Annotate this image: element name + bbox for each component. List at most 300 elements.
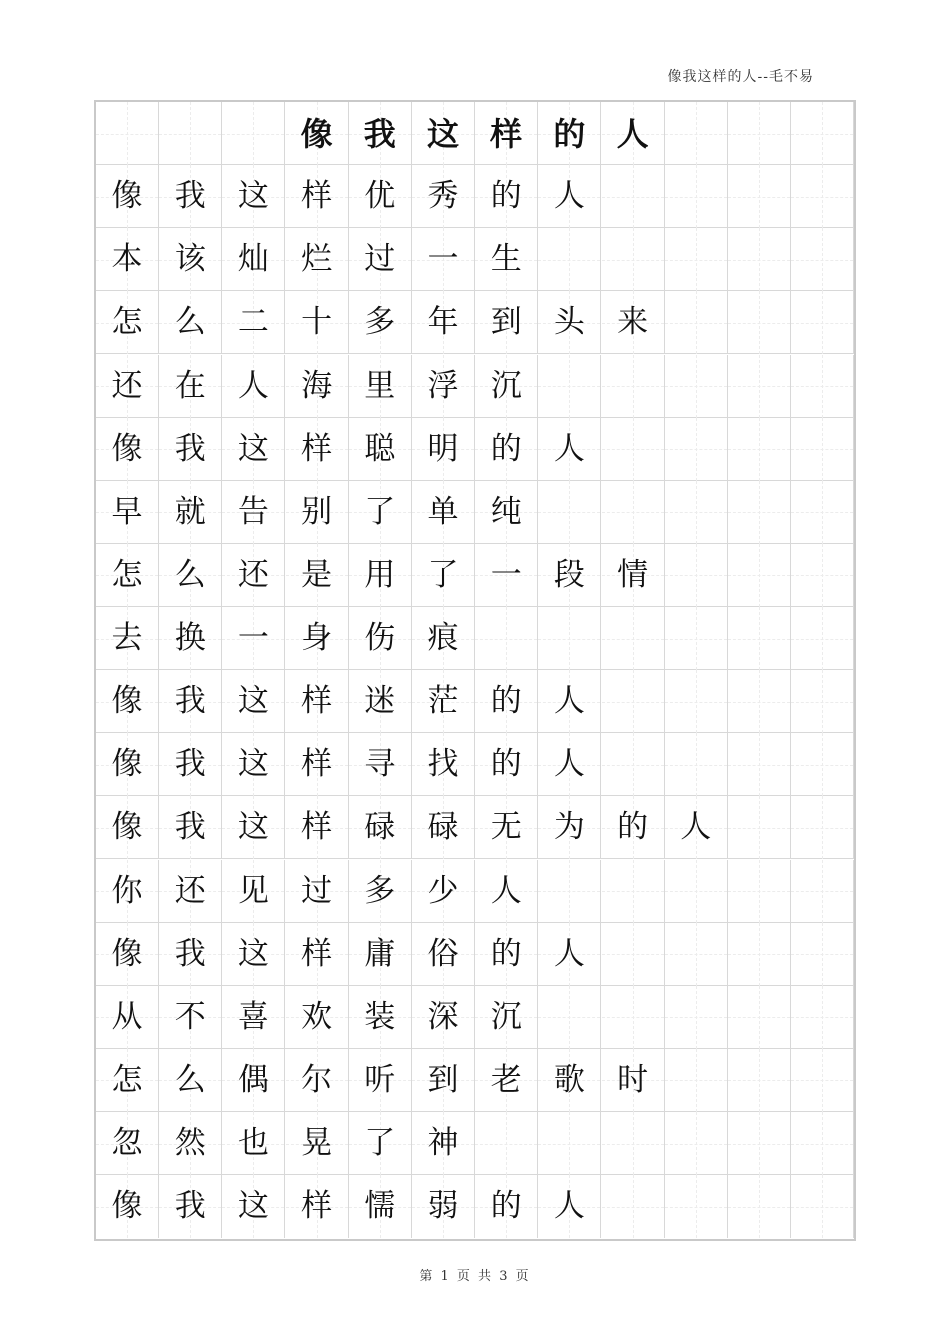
character: 老 bbox=[490, 1061, 522, 1098]
grid-cell bbox=[159, 228, 222, 291]
grid-cell bbox=[222, 228, 285, 291]
grid-cell bbox=[602, 228, 665, 291]
character: 头 bbox=[553, 304, 585, 341]
grid-cell bbox=[159, 986, 222, 1049]
character: 沉 bbox=[490, 367, 522, 404]
grid-cell bbox=[349, 102, 412, 165]
grid-cell bbox=[412, 544, 475, 607]
grid-row bbox=[96, 986, 854, 1049]
character: 像 bbox=[111, 935, 143, 972]
character: 样 bbox=[301, 683, 333, 720]
grid-cell bbox=[728, 1112, 791, 1175]
grid-cell bbox=[286, 796, 349, 859]
character: 我 bbox=[174, 1188, 206, 1225]
title-row bbox=[96, 102, 854, 165]
character: 身 bbox=[301, 620, 333, 656]
grid-cell bbox=[349, 860, 412, 923]
character: 欢 bbox=[301, 998, 333, 1035]
grid-cell bbox=[728, 1049, 791, 1112]
character: 人 bbox=[237, 367, 269, 404]
character: 无 bbox=[490, 809, 522, 846]
character: 这 bbox=[237, 683, 269, 720]
grid-cell bbox=[728, 544, 791, 607]
character: 像 bbox=[111, 178, 143, 215]
grid-cell bbox=[96, 102, 159, 165]
grid-cell bbox=[791, 923, 854, 986]
character: 怎 bbox=[111, 1061, 143, 1098]
grid-cell bbox=[96, 923, 159, 986]
grid-cell bbox=[602, 796, 665, 859]
grid-cell bbox=[349, 544, 412, 607]
character: 迷 bbox=[364, 683, 396, 720]
grid-row bbox=[96, 796, 854, 859]
grid-cell bbox=[538, 733, 601, 796]
grid-cell bbox=[286, 607, 349, 670]
character: 懦 bbox=[364, 1188, 396, 1225]
grid-cell bbox=[159, 607, 222, 670]
grid-cell bbox=[96, 986, 159, 1049]
grid-cell bbox=[412, 796, 475, 859]
character: 沉 bbox=[490, 998, 522, 1035]
character: 碌 bbox=[364, 809, 396, 846]
grid-cell bbox=[222, 481, 285, 544]
grid-cell bbox=[791, 355, 854, 418]
character: 歌 bbox=[553, 1061, 585, 1098]
character: 不 bbox=[174, 998, 206, 1035]
grid-cell bbox=[286, 923, 349, 986]
grid-cell bbox=[412, 102, 475, 165]
grid-cell bbox=[475, 102, 538, 165]
grid-cell bbox=[222, 1112, 285, 1175]
character: 样 bbox=[301, 178, 333, 215]
grid-cell bbox=[96, 544, 159, 607]
character: 生 bbox=[490, 241, 522, 278]
grid-cell bbox=[286, 102, 349, 165]
character: 是 bbox=[301, 556, 333, 593]
grid-cell bbox=[412, 670, 475, 733]
grid-cell bbox=[791, 544, 854, 607]
grid-cell bbox=[538, 860, 601, 923]
grid-cell bbox=[286, 418, 349, 481]
character: 样 bbox=[301, 809, 333, 846]
grid-cell bbox=[665, 1112, 728, 1175]
grid-cell bbox=[602, 544, 665, 607]
grid-cell bbox=[349, 1049, 412, 1112]
grid-cell bbox=[665, 418, 728, 481]
grid-row bbox=[96, 1175, 854, 1238]
character: 浮 bbox=[427, 367, 459, 404]
grid-cell bbox=[791, 228, 854, 291]
grid-cell bbox=[791, 481, 854, 544]
grid-cell bbox=[602, 165, 665, 228]
grid-cell bbox=[222, 670, 285, 733]
grid-cell bbox=[222, 860, 285, 923]
character: 人 bbox=[490, 872, 522, 909]
character: 人 bbox=[553, 1188, 585, 1225]
grid-cell bbox=[602, 291, 665, 354]
grid-cell bbox=[665, 102, 728, 165]
character: 单 bbox=[427, 493, 459, 530]
grid-cell bbox=[412, 607, 475, 670]
grid-row bbox=[96, 1049, 854, 1112]
grid-cell bbox=[222, 165, 285, 228]
character: 神 bbox=[427, 1125, 459, 1161]
grid-cell bbox=[728, 102, 791, 165]
grid-cell bbox=[286, 733, 349, 796]
character: 痕 bbox=[427, 620, 459, 656]
grid-cell bbox=[349, 481, 412, 544]
character: 秀 bbox=[427, 178, 459, 215]
character: 像 bbox=[111, 430, 143, 467]
grid-cell bbox=[538, 986, 601, 1049]
grid-cell bbox=[475, 923, 538, 986]
grid-row bbox=[96, 923, 854, 986]
character: 你 bbox=[111, 872, 143, 909]
character: 我 bbox=[174, 809, 206, 846]
grid-cell bbox=[349, 418, 412, 481]
grid-cell bbox=[349, 923, 412, 986]
grid-cell bbox=[728, 165, 791, 228]
character: 少 bbox=[427, 872, 459, 909]
grid-cell bbox=[602, 418, 665, 481]
grid-cell bbox=[665, 733, 728, 796]
grid-cell bbox=[791, 733, 854, 796]
character: 人 bbox=[553, 935, 585, 972]
grid-cell bbox=[728, 607, 791, 670]
grid-cell bbox=[475, 860, 538, 923]
grid-cell bbox=[728, 860, 791, 923]
character: 像 bbox=[111, 683, 143, 720]
grid-cell bbox=[96, 355, 159, 418]
character: 的 bbox=[553, 114, 586, 153]
grid-cell bbox=[349, 986, 412, 1049]
grid-cell bbox=[791, 418, 854, 481]
grid-row bbox=[96, 418, 854, 481]
character: 么 bbox=[174, 1061, 206, 1098]
character: 这 bbox=[237, 178, 269, 215]
grid-cell bbox=[538, 291, 601, 354]
grid-cell bbox=[222, 607, 285, 670]
grid-cell bbox=[538, 481, 601, 544]
character: 怎 bbox=[111, 304, 143, 341]
character: 来 bbox=[617, 304, 649, 341]
grid-cell bbox=[475, 796, 538, 859]
grid-cell bbox=[665, 670, 728, 733]
grid-cell bbox=[286, 860, 349, 923]
grid-cell bbox=[349, 1112, 412, 1175]
character: 了 bbox=[364, 493, 396, 530]
grid-row bbox=[96, 291, 854, 354]
grid-cell bbox=[728, 355, 791, 418]
grid-cell bbox=[602, 1112, 665, 1175]
grid-cell bbox=[728, 228, 791, 291]
character: 多 bbox=[364, 872, 396, 909]
page-header: 像我这样的人--毛不易 bbox=[667, 69, 814, 85]
grid-cell bbox=[159, 1175, 222, 1238]
grid-cell bbox=[222, 544, 285, 607]
grid-cell bbox=[159, 796, 222, 859]
character: 庸 bbox=[364, 935, 396, 972]
grid-cell bbox=[791, 291, 854, 354]
grid-row bbox=[96, 1112, 854, 1175]
character: 样 bbox=[301, 430, 333, 467]
character: 了 bbox=[427, 556, 459, 593]
character: 尔 bbox=[301, 1061, 333, 1098]
character: 样 bbox=[301, 746, 333, 783]
grid-cell bbox=[96, 796, 159, 859]
grid-cell bbox=[349, 607, 412, 670]
grid-cell bbox=[412, 1049, 475, 1112]
character: 早 bbox=[111, 493, 143, 530]
character: 一 bbox=[237, 620, 269, 656]
character: 过 bbox=[301, 872, 333, 909]
grid-cell bbox=[791, 860, 854, 923]
grid-cell bbox=[286, 1112, 349, 1175]
character: 海 bbox=[301, 367, 333, 404]
grid-cell bbox=[222, 1175, 285, 1238]
character: 二 bbox=[237, 304, 269, 341]
grid-cell bbox=[159, 923, 222, 986]
character: 人 bbox=[680, 809, 712, 846]
grid-cell bbox=[159, 102, 222, 165]
grid-cell bbox=[412, 418, 475, 481]
character: 时 bbox=[617, 1061, 649, 1098]
grid-cell bbox=[412, 165, 475, 228]
grid-cell bbox=[412, 860, 475, 923]
grid-cell bbox=[96, 1112, 159, 1175]
grid-cell bbox=[475, 1049, 538, 1112]
character: 偶 bbox=[237, 1061, 269, 1098]
grid-cell bbox=[791, 1175, 854, 1238]
character: 去 bbox=[111, 620, 143, 656]
character: 装 bbox=[364, 998, 396, 1035]
character: 为 bbox=[553, 809, 585, 846]
character: 该 bbox=[174, 241, 206, 278]
character: 这 bbox=[237, 430, 269, 467]
grid-cell bbox=[349, 1175, 412, 1238]
grid-cell bbox=[665, 355, 728, 418]
character: 也 bbox=[237, 1125, 269, 1161]
grid-cell bbox=[159, 1049, 222, 1112]
character: 这 bbox=[237, 1188, 269, 1225]
grid-cell bbox=[475, 670, 538, 733]
character: 像 bbox=[111, 1188, 143, 1225]
character: 的 bbox=[490, 935, 522, 972]
grid-cell bbox=[222, 733, 285, 796]
character: 听 bbox=[364, 1061, 396, 1098]
character: 还 bbox=[174, 872, 206, 909]
character: 么 bbox=[174, 304, 206, 341]
grid-cell bbox=[412, 481, 475, 544]
grid-cell bbox=[412, 986, 475, 1049]
grid-cell bbox=[222, 1049, 285, 1112]
grid-cell bbox=[538, 796, 601, 859]
character: 深 bbox=[427, 998, 459, 1035]
character: 这 bbox=[237, 935, 269, 972]
character: 人 bbox=[553, 746, 585, 783]
character: 晃 bbox=[301, 1125, 333, 1161]
character: 这 bbox=[237, 809, 269, 846]
grid-cell bbox=[728, 481, 791, 544]
grid-row bbox=[96, 544, 854, 607]
grid-cell bbox=[96, 670, 159, 733]
character: 一 bbox=[490, 556, 522, 593]
character: 从 bbox=[111, 998, 143, 1035]
character: 一 bbox=[427, 241, 459, 278]
character: 里 bbox=[364, 367, 396, 404]
grid-cell bbox=[159, 670, 222, 733]
character: 人 bbox=[553, 178, 585, 215]
grid-cell bbox=[475, 355, 538, 418]
grid-cell bbox=[412, 733, 475, 796]
grid-cell bbox=[412, 1112, 475, 1175]
grid-cell bbox=[222, 796, 285, 859]
character: 了 bbox=[364, 1125, 396, 1161]
grid-cell bbox=[349, 733, 412, 796]
grid-cell bbox=[222, 418, 285, 481]
character: 段 bbox=[553, 556, 585, 593]
character: 还 bbox=[111, 367, 143, 404]
character: 像 bbox=[300, 114, 333, 153]
grid-cell bbox=[475, 291, 538, 354]
grid-cell bbox=[159, 860, 222, 923]
grid-cell bbox=[475, 418, 538, 481]
grid-cell bbox=[665, 986, 728, 1049]
grid-cell bbox=[728, 923, 791, 986]
grid-cell bbox=[475, 165, 538, 228]
character: 的 bbox=[617, 809, 649, 846]
character: 灿 bbox=[237, 241, 269, 278]
grid-cell bbox=[159, 291, 222, 354]
character: 我 bbox=[174, 178, 206, 215]
grid-cell bbox=[96, 860, 159, 923]
grid-cell bbox=[159, 481, 222, 544]
grid-cell bbox=[602, 607, 665, 670]
grid-cell bbox=[665, 228, 728, 291]
grid-cell bbox=[412, 228, 475, 291]
grid-cell bbox=[96, 165, 159, 228]
grid-cell bbox=[665, 923, 728, 986]
character: 我 bbox=[174, 935, 206, 972]
character: 我 bbox=[363, 114, 396, 153]
character: 的 bbox=[490, 683, 522, 720]
grid-cell bbox=[159, 1112, 222, 1175]
character: 俗 bbox=[427, 935, 459, 972]
character: 的 bbox=[490, 746, 522, 783]
grid-cell bbox=[602, 102, 665, 165]
character: 人 bbox=[553, 430, 585, 467]
grid-cell bbox=[665, 481, 728, 544]
grid-cell bbox=[412, 1175, 475, 1238]
grid-cell bbox=[475, 481, 538, 544]
grid-cell bbox=[349, 291, 412, 354]
grid-cell bbox=[791, 796, 854, 859]
character: 情 bbox=[617, 556, 649, 593]
character: 年 bbox=[427, 304, 459, 341]
grid-cell bbox=[602, 860, 665, 923]
grid-cell bbox=[665, 607, 728, 670]
grid-cell bbox=[791, 986, 854, 1049]
character: 多 bbox=[364, 304, 396, 341]
grid-cell bbox=[602, 1175, 665, 1238]
grid-row bbox=[96, 165, 854, 228]
character: 弱 bbox=[427, 1188, 459, 1225]
grid-row bbox=[96, 228, 854, 291]
character: 寻 bbox=[364, 746, 396, 783]
character: 的 bbox=[490, 178, 522, 215]
character: 我 bbox=[174, 746, 206, 783]
grid-cell bbox=[791, 1112, 854, 1175]
grid-cell bbox=[538, 102, 601, 165]
grid-cell bbox=[665, 1175, 728, 1238]
character: 本 bbox=[111, 241, 143, 278]
character: 然 bbox=[174, 1125, 206, 1161]
grid-cell bbox=[665, 796, 728, 859]
grid-cell bbox=[538, 228, 601, 291]
character: 像 bbox=[111, 809, 143, 846]
page-footer: 第 1 页 共 3 页 bbox=[419, 1269, 531, 1284]
grid-cell bbox=[222, 102, 285, 165]
grid-cell bbox=[96, 481, 159, 544]
grid-cell bbox=[96, 1049, 159, 1112]
grid-cell bbox=[96, 733, 159, 796]
character: 明 bbox=[427, 430, 459, 467]
character: 纯 bbox=[490, 493, 522, 530]
character: 样 bbox=[301, 935, 333, 972]
grid-cell bbox=[159, 165, 222, 228]
character: 十 bbox=[301, 304, 333, 341]
character: 忽 bbox=[111, 1125, 143, 1161]
grid-cell bbox=[728, 418, 791, 481]
grid-cell bbox=[538, 1175, 601, 1238]
grid-cell bbox=[412, 355, 475, 418]
grid-cell bbox=[96, 418, 159, 481]
grid-cell bbox=[96, 228, 159, 291]
grid-cell bbox=[286, 1049, 349, 1112]
grid-cell bbox=[286, 670, 349, 733]
grid-cell bbox=[96, 291, 159, 354]
grid-cell bbox=[349, 355, 412, 418]
character: 用 bbox=[364, 556, 396, 593]
character: 样 bbox=[301, 1188, 333, 1225]
character: 见 bbox=[237, 872, 269, 909]
grid-cell bbox=[728, 986, 791, 1049]
grid-cell bbox=[286, 481, 349, 544]
grid-cell bbox=[538, 418, 601, 481]
grid-cell bbox=[538, 607, 601, 670]
character: 我 bbox=[174, 430, 206, 467]
grid-cell bbox=[222, 291, 285, 354]
grid-cell bbox=[538, 544, 601, 607]
grid-cell bbox=[475, 544, 538, 607]
character: 像 bbox=[111, 746, 143, 783]
grid-cell bbox=[602, 986, 665, 1049]
character: 找 bbox=[427, 746, 459, 783]
character: 碌 bbox=[427, 809, 459, 846]
grid-cell bbox=[538, 670, 601, 733]
character: 人 bbox=[616, 114, 649, 153]
grid-cell bbox=[349, 165, 412, 228]
grid-cell bbox=[728, 796, 791, 859]
grid-cell bbox=[286, 291, 349, 354]
grid-cell bbox=[159, 733, 222, 796]
grid-cell bbox=[222, 355, 285, 418]
grid-cell bbox=[475, 1175, 538, 1238]
grid-cell bbox=[475, 733, 538, 796]
grid-cell bbox=[286, 544, 349, 607]
grid-cell bbox=[728, 733, 791, 796]
character: 别 bbox=[301, 493, 333, 530]
